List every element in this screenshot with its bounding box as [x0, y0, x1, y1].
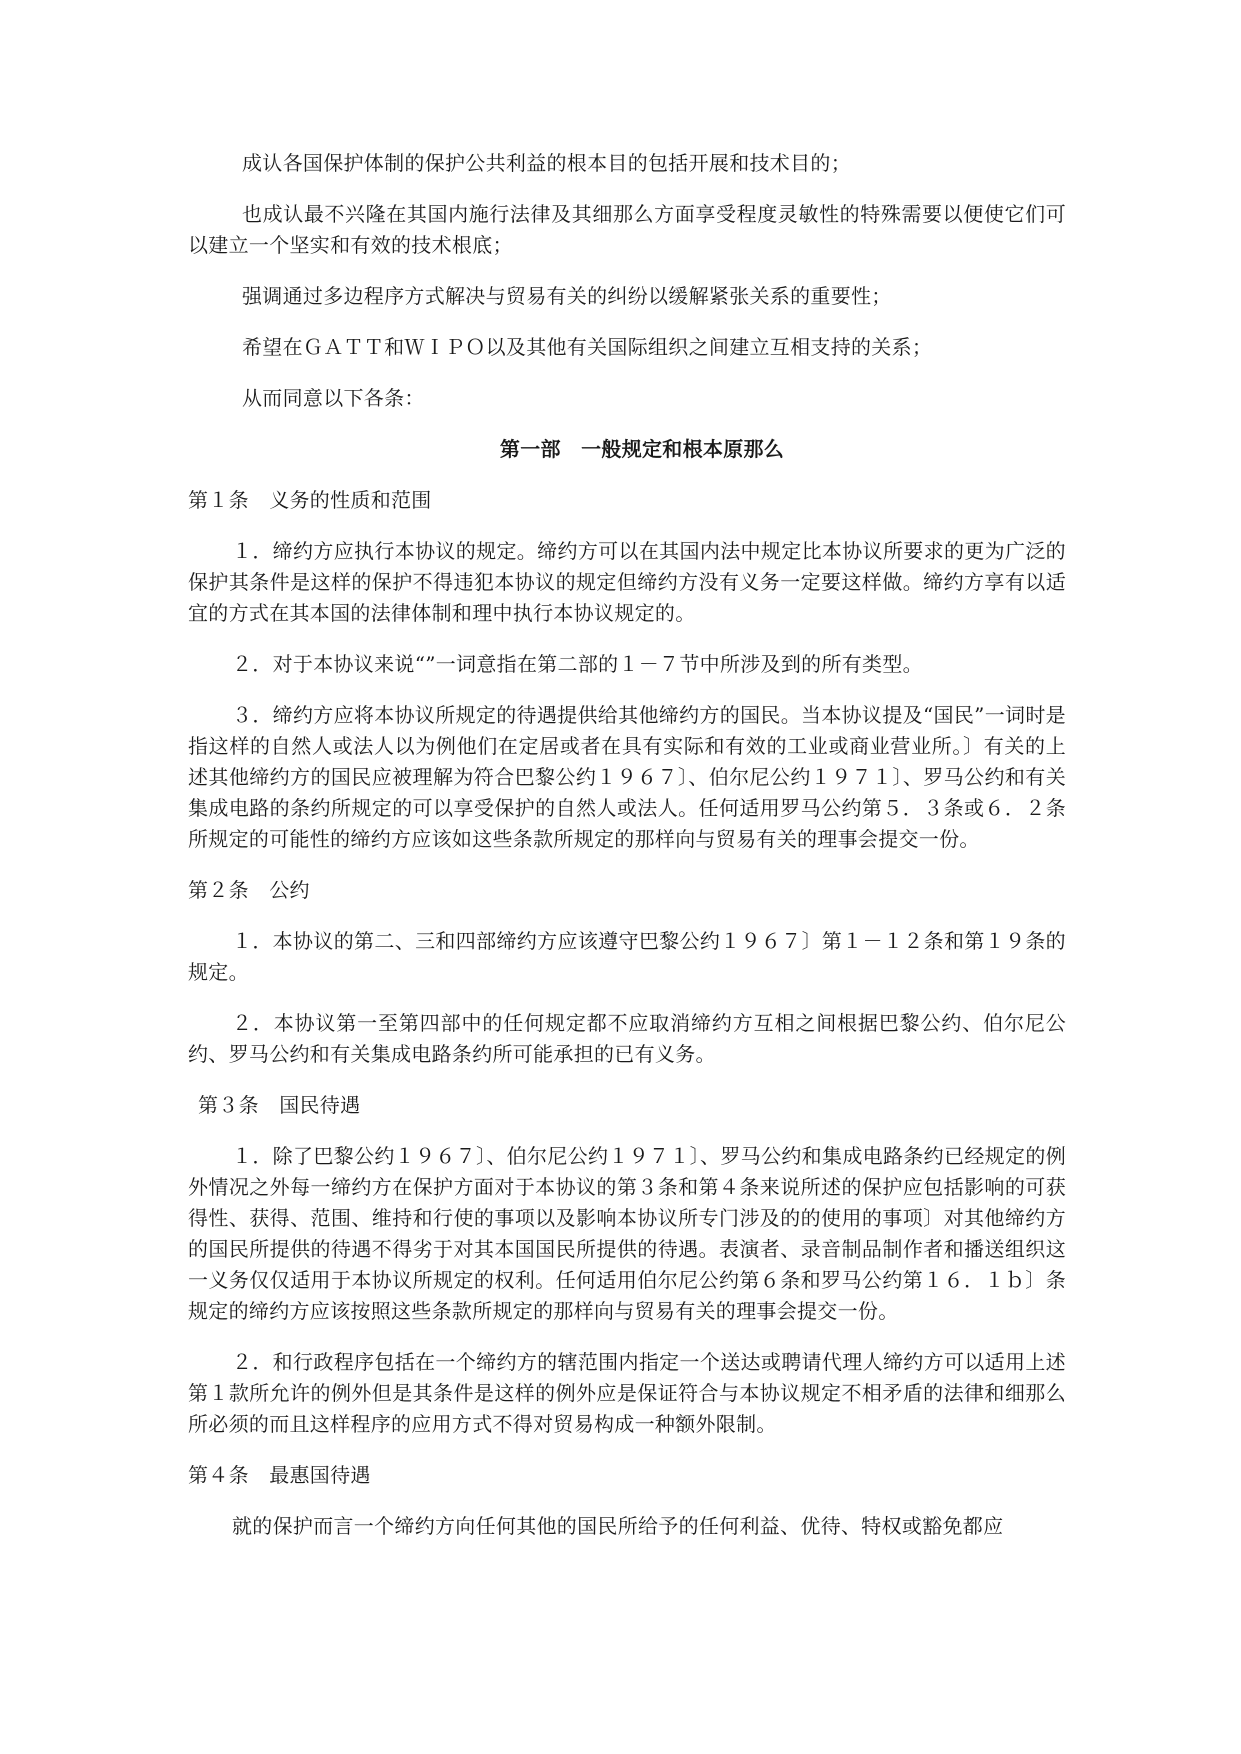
article-2-clause-1: １．本协议的第二、三和四部缔约方应该遵守巴黎公约１９６７〕第１－１２条和第１９条的规定。: [188, 929, 1066, 984]
paragraph-recognition-purpose: 成认各国保护体制的保护公共利益的根本目的包括开展和技术目的；: [242, 151, 851, 175]
article-1-title: 第１条 义务的性质和范围: [188, 488, 432, 512]
article-3-clause-2: ２．和行政程序包括在一个缔约方的辖范围内指定一个送达或聘请代理人缔约方可以适用上述第１款所允许的例外但是其条件是这样的例外应是保证符合与本协议规定不相矛盾的法律和细那么所必须的而且这样程序的应用方式不得对贸易构成一种额外限制。: [188, 1350, 1066, 1436]
article-2-clause-2: ２．本协议第一至第四部中的任何规定都不应取消缔约方互相之间根据巴黎公约、伯尔尼公约、罗马公约和有关集成电路条约所可能承担的已有义务。: [188, 1011, 1066, 1066]
article-1-clause-1: １．缔约方应执行本协议的规定。缔约方可以在其国内法中规定比本协议所要求的更为广泛的保护其条件是这样的保护不得违犯本协议的规定但缔约方没有义务一定要这样做。缔约方享有以适宜的方式在其本国的法律体制和理中执行本协议规定的。: [188, 539, 1066, 625]
document-page: [188, 148, 1066, 1542]
part-one-heading: 第一部 一般规定和根本原那么: [499, 437, 785, 461]
article-4-clause-1: 就的保护而言一个缔约方向任何其他的国民所给予的任何利益、优待、特权或豁免都应: [232, 1514, 1004, 1538]
paragraph-dispute-settlement: 强调通过多边程序方式解决与贸易有关的纠纷以缓解紧张关系的重要性；: [242, 284, 892, 308]
article-4-title: 第４条 最惠国待遇: [188, 1463, 371, 1487]
article-1-clause-2: ２．对于本协议来说“”一词意指在第二部的１－７节中所涉及到的所有类型。: [232, 652, 923, 676]
paragraph-agree: 从而同意以下各条：: [242, 386, 425, 410]
article-3-clause-1: １．除了巴黎公约１９６７〕、伯尔尼公约１９７１〕、罗马公约和集成电路条约已经规定的例外情况之外每一缔约方在保护方面对于本协议的第３条和第４条来说所述的保护应包括影响的可获得性、获得、范围、维持和行使的事项以及影响本协议所专门涉及的的使用的事项〕对其他缔约方的国民所提供的待遇不得劣于对其本国国民所提供的待遇。表演者、录音制品制作者和播送组织这一义务仅仅适用于本协议所规定的权利。任何适用伯尔尼公约第６条和罗马公约第１６．１ｂ〕条规定的缔约方应该按照这些条款所规定的那样向与贸易有关的理事会提交一份。: [188, 1144, 1066, 1323]
paragraph-gatt-wipo: 希望在ＧＡＴＴ和ＷＩＰＯ以及其他有关国际组织之间建立互相支持的关系；: [242, 335, 933, 359]
paragraph-least-developed: 也成认最不兴隆在其国内施行法律及其细那么方面享受程度灵敏性的特殊需要以便使它们可以建立一个坚实和有效的技术根底；: [188, 202, 1066, 257]
article-2-title: 第２条 公约: [188, 878, 310, 902]
article-3-title: 第３条 国民待遇: [198, 1093, 361, 1117]
article-1-clause-3: ３．缔约方应将本协议所规定的待遇提供给其他缔约方的国民。当本协议提及“国民”一词时是指这样的自然人或法人以为例他们在定居或者在具有实际和有效的工业或商业营业所。〕有关的上述其他缔约方的国民应被理解为符合巴黎公约１９６７〕、伯尔尼公约１９７１〕、罗马公约和有关集成电路的条约所规定的可以享受保护的自然人或法人。任何适用罗马公约第５．３条或６．２条所规定的可能性的缔约方应该如这些条款所规定的那样向与贸易有关的理事会提交一份。: [188, 703, 1066, 851]
